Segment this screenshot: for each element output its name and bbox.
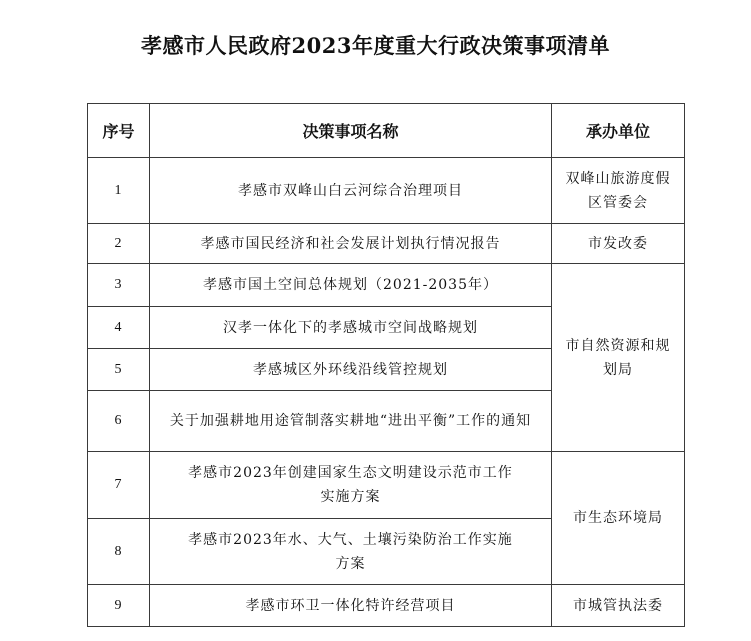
decision-item-text: 孝感城区外环线沿线管控规划 — [253, 361, 448, 378]
responsible-unit — [552, 452, 685, 585]
responsible-unit — [552, 264, 685, 452]
responsible-unit — [552, 158, 685, 224]
document-title: 孝感市人民政府2023年度重大行政决策事项清单 — [141, 33, 610, 58]
header-responsible-unit: 承办单位 — [552, 104, 685, 158]
decision-item-text: 孝感市国民经济和社会发展计划执行情况报告 — [200, 235, 501, 252]
table-row — [88, 264, 685, 307]
table-header-row — [88, 104, 685, 158]
decision-item-text: 孝感市2023年水、大气、土壤污染防治工作实施方案 — [188, 531, 513, 572]
responsible-unit-text: 双峰山旅游度假区管委会 — [565, 170, 671, 211]
header-item-name: 决策事项名称 — [150, 104, 552, 158]
decision-item-name — [150, 264, 552, 307]
decision-item-name — [150, 519, 552, 585]
decision-item-name — [150, 585, 552, 627]
decision-item-text: 孝感市国土空间总体规划（2021-2035年） — [203, 277, 498, 293]
responsible-unit — [552, 224, 685, 264]
decision-item-text: 孝感市2023年创建国家生态文明建设示范市工作实施方案 — [188, 465, 513, 505]
decision-item-name — [150, 224, 552, 264]
responsible-unit-text: 市城管执法委 — [573, 597, 663, 614]
decision-item-name — [150, 391, 552, 452]
row-number: 2 — [88, 224, 150, 264]
decision-item-text: 关于加强耕地用途管制落实耕地“进出平衡”工作的通知 — [169, 413, 532, 429]
decision-item-text: 孝感市双峰山白云河综合治理项目 — [238, 182, 463, 199]
row-number: 4 — [88, 307, 150, 349]
decision-item-text: 孝感市环卫一体化特许经营项目 — [245, 597, 456, 614]
table-row — [88, 585, 685, 627]
decision-item-name — [150, 349, 552, 391]
decision-item-name — [150, 307, 552, 349]
row-number: 5 — [88, 349, 150, 391]
responsible-unit — [552, 585, 685, 627]
decision-items-table — [87, 103, 685, 627]
header-number: 序号 — [88, 104, 150, 158]
decision-item-name — [150, 452, 552, 519]
row-number: 6 — [88, 391, 150, 452]
table-row — [88, 452, 685, 519]
row-number: 9 — [88, 585, 150, 627]
responsible-unit-text: 市发改委 — [588, 235, 648, 252]
row-number: 1 — [88, 158, 150, 224]
table-row — [88, 158, 685, 224]
row-number: 8 — [88, 519, 150, 585]
table-row — [88, 224, 685, 264]
responsible-unit-text: 市生态环境局 — [573, 510, 663, 526]
responsible-unit-text: 市自然资源和规划局 — [565, 337, 671, 378]
row-number: 7 — [88, 452, 150, 519]
decision-item-text: 汉孝一体化下的孝感城市空间战略规划 — [223, 319, 478, 336]
row-number: 3 — [88, 264, 150, 307]
decision-item-name — [150, 158, 552, 224]
